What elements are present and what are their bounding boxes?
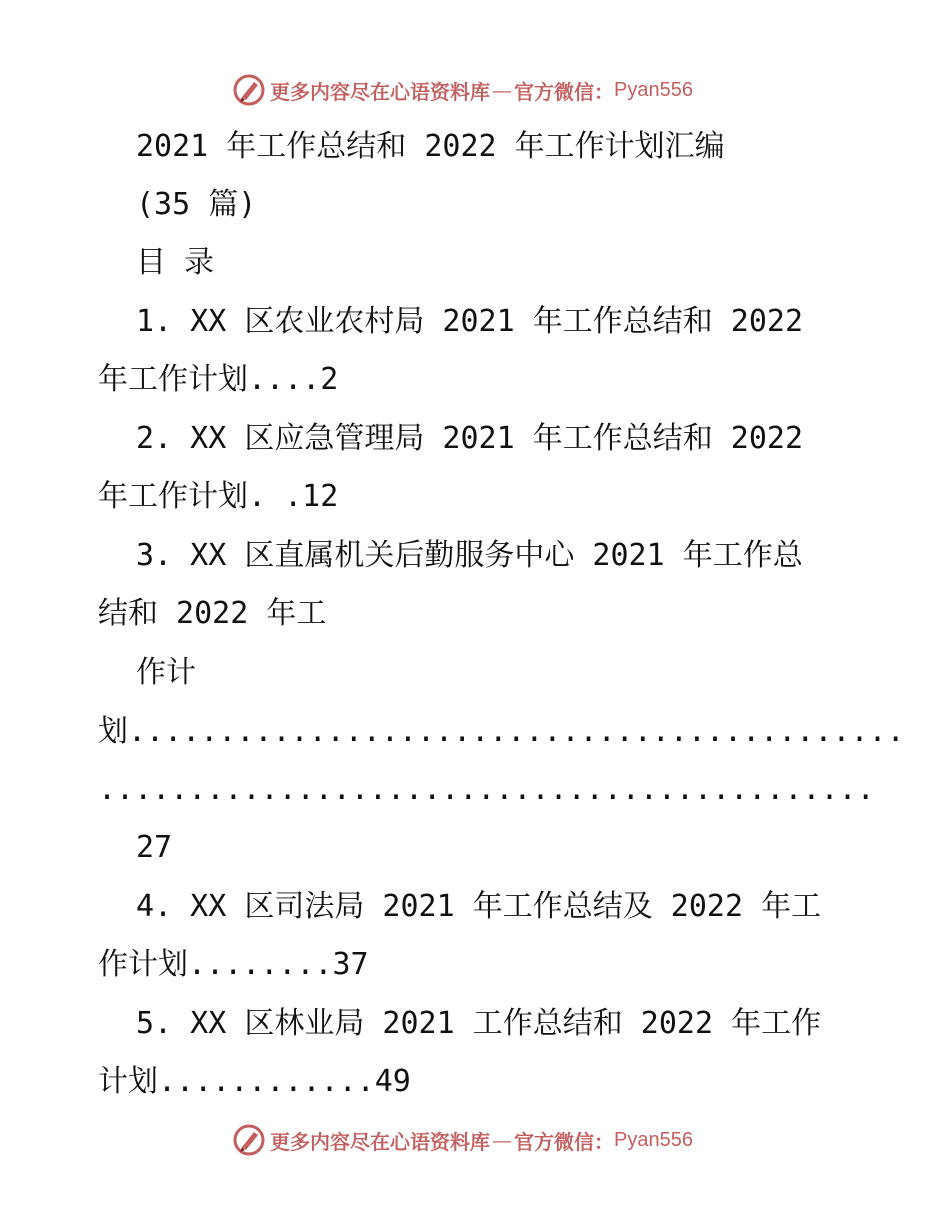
toc-item-3-line5: ........................................... bbox=[98, 772, 875, 807]
toc-item-3-line1: 3. XX 区直属机关后勤服务中心 2021 年工作总 bbox=[136, 538, 803, 573]
toc-item-2-line1: 2. XX 区应急管理局 2021 年工作总结和 2022 bbox=[136, 421, 804, 456]
pen-logo-icon bbox=[232, 73, 266, 107]
toc-heading: 目 录 bbox=[136, 245, 215, 280]
watermark-separator: — bbox=[492, 1128, 512, 1152]
watermark-handle: Pyan556 bbox=[614, 1128, 693, 1151]
toc-item-4-line2: 作计划........37 bbox=[98, 947, 369, 982]
watermark-label: 官方微信： bbox=[514, 1129, 614, 1154]
toc-item-2-line2: 年工作计划. .12 bbox=[98, 479, 339, 514]
doc-title-line2: (35 篇) bbox=[136, 187, 257, 222]
toc-item-3-line6: 27 bbox=[136, 830, 173, 865]
toc-item-1-line1: 1. XX 区农业农村局 2021 年工作总结和 2022 bbox=[136, 304, 804, 339]
pen-logo-icon bbox=[232, 1123, 266, 1157]
doc-title-line1: 2021 年工作总结和 2022 年工作计划汇编 bbox=[136, 129, 725, 164]
toc-item-4-line1: 4. XX 区司法局 2021 年工作总结及 2022 年工 bbox=[136, 889, 822, 924]
toc-item-1-line2: 年工作计划....2 bbox=[98, 362, 339, 397]
watermark-footer bbox=[232, 1122, 712, 1158]
watermark-handle: Pyan556 bbox=[614, 78, 693, 101]
watermark-separator: — bbox=[492, 78, 512, 102]
toc-item-3-line2: 结和 2022 年工 bbox=[98, 596, 327, 631]
toc-item-3-line3: 作计 bbox=[136, 655, 196, 690]
toc-item-5-line1: 5. XX 区林业局 2021 工作总结和 2022 年工作 bbox=[136, 1006, 822, 1041]
watermark-label: 官方微信： bbox=[514, 79, 614, 104]
toc-item-3-line4: 划........................................... bbox=[98, 714, 905, 749]
watermark-text: 更多内容尽在心语资料库 bbox=[270, 1129, 490, 1154]
watermark-text: 更多内容尽在心语资料库 bbox=[270, 79, 490, 104]
watermark-header bbox=[232, 72, 712, 108]
toc-item-5-line2: 计划............49 bbox=[98, 1064, 411, 1099]
